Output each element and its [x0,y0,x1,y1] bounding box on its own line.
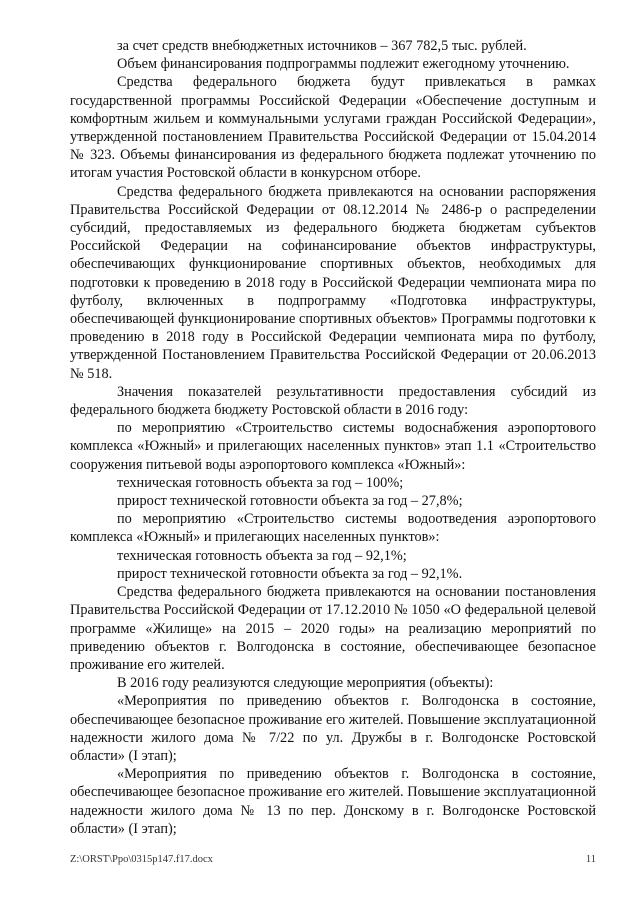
paragraph-sewerage-growth: прирост технической готовности объекта за год – 92,1%. [117,565,463,582]
footer-file-path: Z:\ORST\Ppo\0315p147.f17.docx [70,854,213,865]
paragraph-annual-refinement: Объем финансирования подпрограммы подлежит ежегодному уточнению. [117,56,570,73]
paragraph-water-readiness: техническая готовность объекта за год – 100%; [117,474,404,491]
paragraph-water-growth: прирост технической готовности объекта за год – 27,8%; [117,493,463,510]
paragraph-druzhby-house: «Мероприятия по приведению объектов г. Волгодонска в состояние, обеспечивающее безопасное проживание его жителей. Повышение эксплуатационной надежности жилого дома № 7/22 по ул. Дружбы в г. Волгодонске Ростовской области» (I этап); [70,693,596,764]
paragraph-water-supply-event: по мероприятию «Строительство системы водоснабжения аэропортового комплекса «Южный» и прилегающих населенных пунктов» этап 1.1 «Строительство сооружения питьевой воды аэропортового комплекса «Южный»: [70,420,596,473]
paragraph-indicator-values: Значения показателей результативности предоставления субсидий из федерального бюджета бюджету Ростовской области в 2016 году: [70,383,596,419]
paragraph-world-cup-subsidies: Средства федерального бюджета привлекаются на основании распоряжения Правительства Российской Федерации от 08.12.2014 № 2486-р о распределении субсидий, предоставляемых из федерального бюджета бюджетам субъектов Российской Федерации на софинансирование объектов инфраструктуры, обеспечивающих функционирование спортивных объектов, необходимых для подготовки к проведению в 2018 году в Российской Федерации чемпионата мира по футболу, включенных в подпрограмму «Подготовка инфраструктуры, обеспечивающей функционирование спортивных объектов» Программы подготовки к проведению в 2018 году в Российской Федерации чемпионата мира по футболу, утвержденной Постановлением Правительства Российской Федерации от 20.06.2013 № 518. [70,183,596,382]
paragraph-zhilische-program: Средства федерального бюджета привлекаются на основании постановления Правительства Российской Федерации от 17.12.2010 № 1050 «О федеральной целевой программе «Жилище» на 2015 – 2020 годы» на реализацию мероприятий по приведению объектов г. Волгодонска в состояние, обеспечивающее безопасное проживание его жителей. [70,584,596,673]
paragraph-offbudget-sources: за счет средств внебюджетных источников – 367 782,5 тыс. рублей. [117,38,527,54]
paragraph-sewerage-readiness: техническая готовность объекта за год – 92,1%; [117,547,407,564]
paragraph-donskoy-house: «Мероприятия по приведению объектов г. Волгодонска в состояние, обеспечивающее безопасное проживание его жителей. Повышение эксплуатационной надежности жилого дома № 13 по пер. Донскому в г. Волгодонске Ростовской области» (I этап); [70,766,596,837]
paragraph-federal-housing-program: Средства федерального бюджета будут привлекаться в рамках государственной программы Российской Федерации «Обеспечение доступным и комфортным жильем и коммунальными услугами граждан Российской Федерации», утвержденной постановлением Правительства Российской Федерации от 15.04.2014 № 323. Объемы финансирования из федерального бюджета подлежат уточнению по итогам участия Ростовской области в конкурсном отборе. [70,74,596,182]
paragraph-2016-events-intro: В 2016 году реализуются следующие мероприятия (объекты): [117,675,494,692]
document-body [70,37,596,838]
paragraph-sewerage-event: по мероприятию «Строительство системы водоотведения аэропортового комплекса «Южный» и прилегающих населенных пунктов»: [70,511,596,546]
footer-page-number: 11 [585,854,596,865]
